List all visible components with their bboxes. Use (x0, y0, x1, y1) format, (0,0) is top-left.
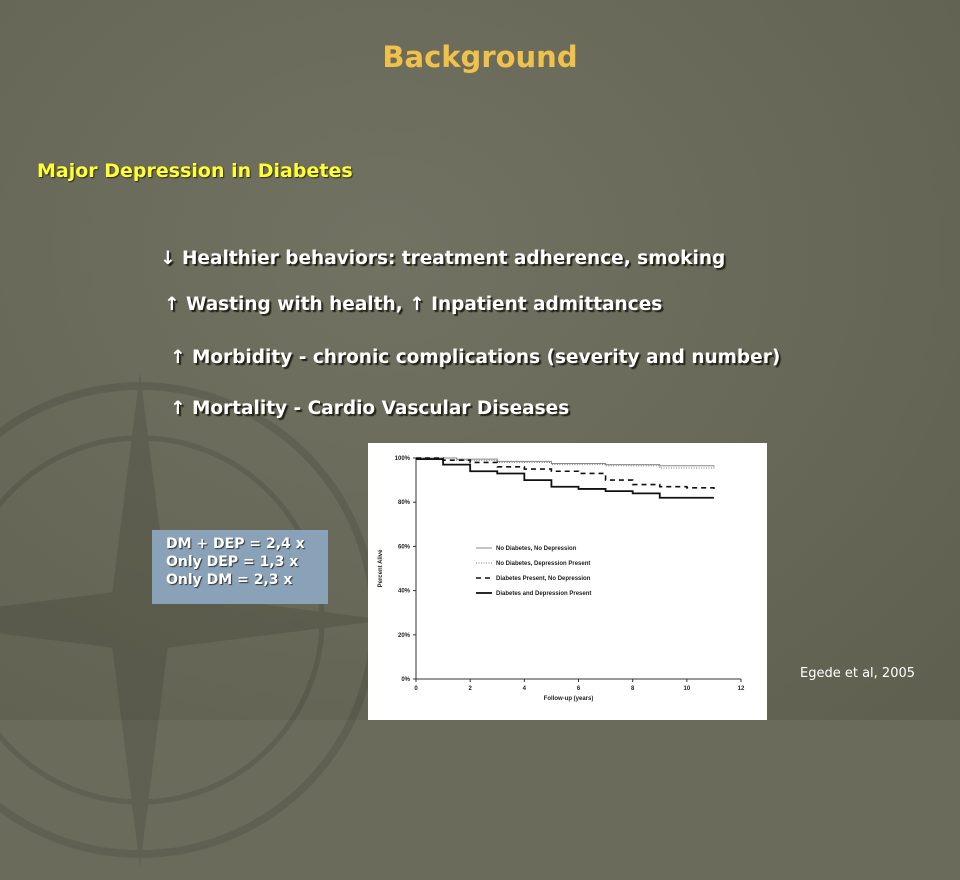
slide-title: Background (382, 40, 578, 74)
slide-subtitle: Major Depression in Diabetes (37, 160, 353, 182)
citation: Egede et al, 2005 (800, 666, 916, 681)
y-tick-label: 60% (397, 544, 410, 551)
legend-label: No Diabetes, No Depression (496, 546, 577, 552)
stat-only-dm: Only DM = 2,3 x (166, 572, 293, 588)
stat-dm-dep: DM + DEP = 2,4 x (166, 536, 305, 552)
y-tick-label: 40% (397, 588, 410, 595)
x-tick-label: 6 (576, 686, 581, 692)
bullet-wasting-health: ↑ Wasting with health, ↑ Inpatient admittances (164, 294, 663, 315)
bullet-morbidity: ↑ Morbidity - chronic complications (severity and number) (170, 347, 781, 368)
compass-watermark-icon (0, 360, 400, 880)
risk-stats-box (152, 530, 328, 604)
y-tick-label: 80% (397, 500, 410, 507)
legend-label: Diabetes and Depression Present (496, 591, 592, 597)
legend-label: No Diabetes, Depression Present (496, 561, 591, 567)
x-tick-label: 4 (522, 686, 527, 692)
series-line (416, 458, 714, 489)
legend-label: Diabetes Present, No Depression (496, 576, 591, 582)
survival-chart (368, 443, 767, 720)
x-tick-label: 0 (414, 686, 418, 692)
stat-only-dep: Only DEP = 1,3 x (166, 554, 299, 570)
x-tick-label: 12 (737, 686, 745, 692)
bullet-healthier-behaviors: ↓ Healthier behaviors: treatment adherence, smoking (160, 248, 726, 269)
bullet-mortality: ↑ Mortality - Cardio Vascular Diseases (170, 398, 570, 419)
y-tick-label: 100% (394, 456, 410, 462)
survival-chart-panel (368, 443, 767, 720)
x-tick-label: 2 (468, 686, 472, 692)
y-tick-label: 0% (401, 677, 410, 683)
y-axis-label: Percent Alive (378, 549, 384, 588)
x-axis-label: Follow-up (years) (543, 696, 594, 702)
x-tick-label: 10 (683, 686, 691, 692)
y-tick-label: 20% (397, 632, 410, 639)
x-tick-label: 8 (630, 686, 635, 692)
